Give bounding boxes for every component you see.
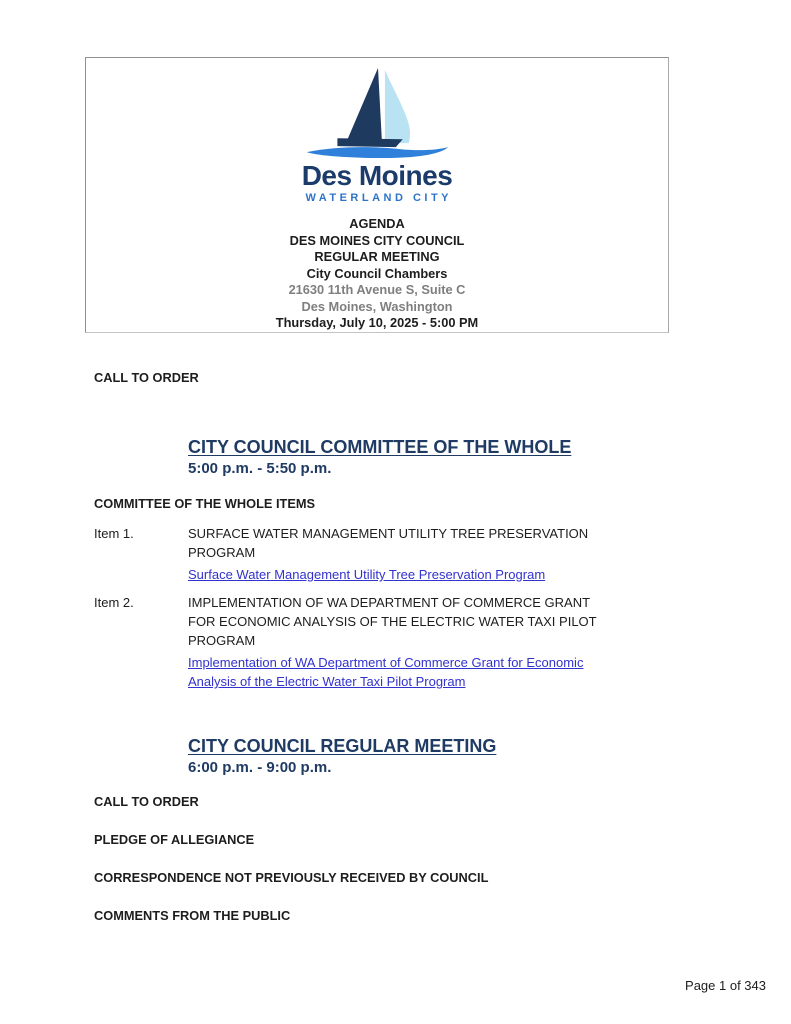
meeting-info-line-type: REGULAR MEETING — [314, 249, 440, 264]
meeting-info-line-agenda: AGENDA — [349, 216, 405, 231]
agenda-header-box — [85, 57, 669, 333]
agenda-item-1-title: SURFACE WATER MANAGEMENT UTILITY TREE PRESERVATION PROGRAM — [188, 526, 589, 560]
regular-call-to-order-heading: CALL TO ORDER — [94, 794, 199, 809]
meeting-info-line-datetime: Thursday, July 10, 2025 - 5:00 PM — [275, 315, 479, 330]
committee-session-header — [188, 437, 791, 477]
meeting-info — [86, 216, 668, 332]
brand-tagline: WATERLAND CITY — [305, 192, 453, 204]
agenda-item-1-body — [188, 524, 613, 584]
sailboat-icon — [302, 63, 452, 160]
committee-session-time: 5:00 p.m. - 5:50 p.m. — [188, 460, 332, 477]
meeting-info-line-city: Des Moines, Washington — [301, 298, 453, 314]
regular-session-time: 6:00 p.m. - 9:00 p.m. — [188, 759, 332, 776]
agenda-item-1-attachment-link[interactable]: Surface Water Management Utility Tree Preservation Program — [188, 567, 546, 582]
meeting-info-line-body: DES MOINES CITY COUNCIL — [289, 232, 465, 248]
page-number-label: Page 1 of 343 — [685, 978, 766, 993]
city-logo — [86, 58, 668, 205]
pledge-of-allegiance-heading: PLEDGE OF ALLEGIANCE — [94, 832, 255, 847]
brand-wordmark: Des Moines — [301, 160, 453, 191]
agenda-item-1 — [94, 524, 791, 584]
meeting-info-line-address: 21630 11th Avenue S, Suite C — [288, 282, 466, 297]
agenda-item-2-title: IMPLEMENTATION OF WA DEPARTMENT OF COMMERCE GRANT FOR ECONOMIC ANALYSIS OF THE ELECTRIC WATER TAXI PILOT PROGRAM — [188, 595, 597, 648]
meeting-info-line-location: City Council Chambers — [306, 265, 448, 281]
call-to-order-heading: CALL TO ORDER — [94, 370, 199, 385]
agenda-item-2 — [94, 593, 791, 691]
regular-session-title: CITY COUNCIL REGULAR MEETING — [188, 736, 497, 756]
agenda-item-2-body — [188, 593, 613, 691]
comments-from-public-heading: COMMENTS FROM THE PUBLIC — [94, 908, 291, 923]
committee-session-title: CITY COUNCIL COMMITTEE OF THE WHOLE — [188, 437, 572, 457]
regular-session-header — [188, 736, 791, 776]
correspondence-heading: CORRESPONDENCE NOT PREVIOUSLY RECEIVED BY COUNCIL — [94, 870, 489, 885]
agenda-item-1-label: Item 1. — [94, 526, 134, 541]
committee-items-heading: COMMITTEE OF THE WHOLE ITEMS — [94, 496, 316, 511]
agenda-item-2-attachment-link[interactable]: Implementation of WA Department of Commerce Grant for Economic Analysis of the Electric Water Taxi Pilot Program — [188, 655, 584, 689]
agenda-item-2-label: Item 2. — [94, 595, 134, 610]
